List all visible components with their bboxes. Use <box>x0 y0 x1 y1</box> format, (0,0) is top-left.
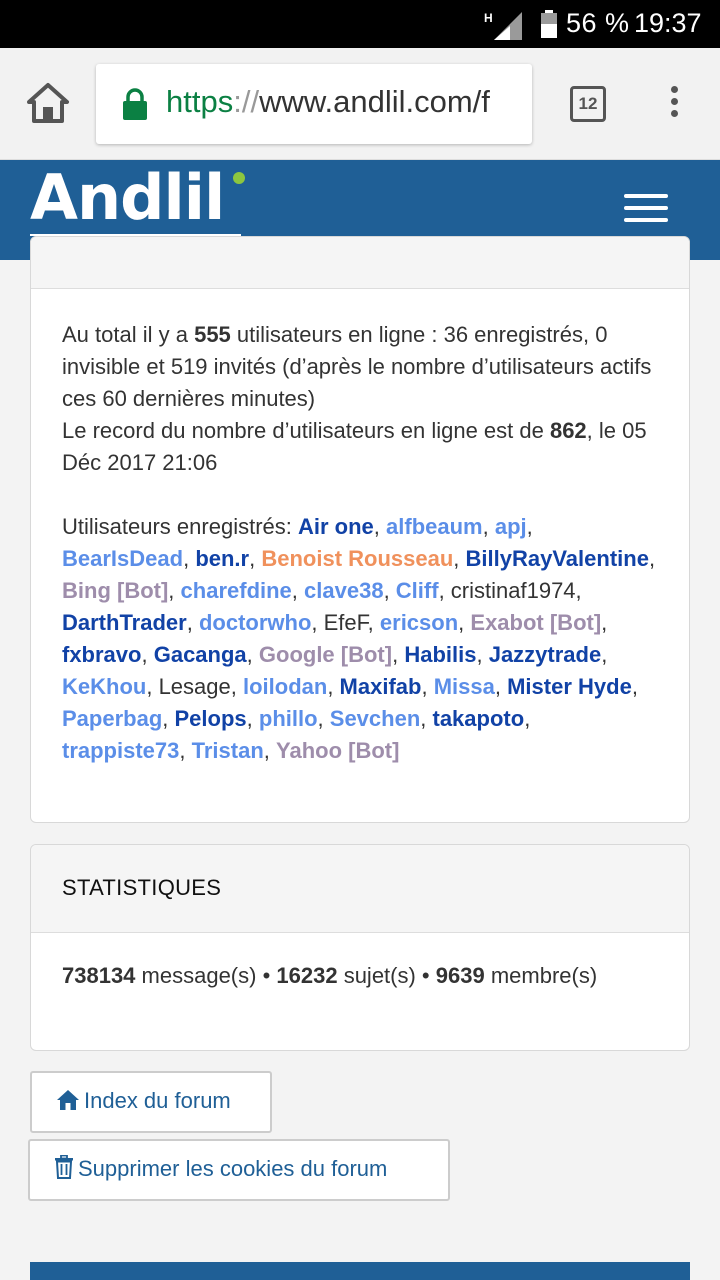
battery-icon <box>540 10 558 38</box>
panel-header <box>31 237 689 289</box>
home-icon[interactable] <box>26 82 70 124</box>
record-pre: Le record du nombre d’utilisateurs en ligne est de <box>62 418 550 443</box>
user-link: Bing [Bot] <box>62 578 169 603</box>
forum-index-label: Index du forum <box>84 1088 231 1113</box>
record-post: , le 05 Déc 2017 21:06 <box>62 418 647 475</box>
user-link[interactable]: KeKhou <box>62 674 147 699</box>
user-link[interactable]: loilodan <box>242 674 328 699</box>
user-link[interactable]: alfbeaum <box>386 514 483 539</box>
clock: 19:37 <box>634 8 702 38</box>
user-link[interactable]: Air one <box>297 514 374 539</box>
user-link[interactable]: Missa <box>433 674 495 699</box>
url-text <box>166 84 490 120</box>
online-total: 555 <box>194 322 231 347</box>
members-count: 9639 <box>435 963 485 988</box>
delete-cookies-button[interactable] <box>28 1139 450 1201</box>
user-link[interactable]: ben.r <box>195 546 250 571</box>
summary-post: utilisateurs en ligne : 36 enregistrés, 0 invisible et 519 invités (d’après le nombre d’utilisateurs actifs ces 60 dernières minutes) <box>62 322 652 411</box>
user-link[interactable]: BearIsDead <box>62 546 184 571</box>
user-link: Google [Bot] <box>258 642 393 667</box>
user-link[interactable]: phillo <box>258 706 318 731</box>
messages-count: 738134 <box>62 963 136 988</box>
user-link: EfeF <box>323 610 368 635</box>
user-link[interactable]: Sevchen <box>329 706 421 731</box>
user-link[interactable]: Mister Hyde <box>507 674 632 699</box>
lock-icon <box>122 88 148 120</box>
cell-signal-icon <box>484 10 524 40</box>
online-summary <box>62 319 658 479</box>
statistics-title: STATISTIQUES <box>31 845 689 933</box>
online-users-panel <box>30 236 690 823</box>
user-link[interactable]: DarthTrader <box>62 610 187 635</box>
user-link[interactable]: Pelops <box>174 706 247 731</box>
user-link: cristinaf1974 <box>450 578 576 603</box>
user-link[interactable]: clave38 <box>304 578 384 603</box>
topics-count: 16232 <box>276 963 338 988</box>
user-link[interactable]: Benoist Rousseau <box>261 546 454 571</box>
members-label: membre(s) <box>484 963 598 988</box>
statistics-panel <box>30 844 690 1051</box>
user-link[interactable]: Tristan <box>191 738 264 763</box>
user-link[interactable]: doctorwho <box>198 610 312 635</box>
tab-switcher-button[interactable]: 12 <box>570 86 606 122</box>
network-type: H <box>484 11 493 25</box>
registered-users-list: Utilisateurs enregistrés: Air one, alfbeaum, apj, BearIsDead, ben.r, Benoist Rousseau, BillyRayValentine, Bing [Bot], charefdine, clave38, Cliff, cristinaf1974, DarthTrader, doctorwho, EfeF, ericson, Exabot [Bot], fxbravo, Gacanga, Google [Bot], Habilis, Jazzytrade, KeKhou, Lesage, loilodan, Maxifab, Missa, Mister Hyde, Paperbag, Pelops, phillo, Sevchen, takapoto, trappiste73, Tristan, Yahoo [Bot] <box>62 514 656 763</box>
user-link[interactable]: fxbravo <box>62 642 142 667</box>
online-record: 862 <box>549 418 587 443</box>
user-link: Yahoo [Bot] <box>276 738 400 763</box>
logo-dot <box>233 172 245 184</box>
user-link[interactable]: Maxifab <box>339 674 422 699</box>
hamburger-menu-icon[interactable] <box>624 194 668 226</box>
user-link[interactable]: BillyRayValentine <box>465 546 649 571</box>
footer-bar <box>30 1262 690 1280</box>
delete-cookies-label: Supprimer les cookies du forum <box>78 1156 388 1181</box>
registered-users-label: Utilisateurs enregistrés: <box>62 514 298 539</box>
summary-pre: Au total il y a <box>62 322 195 347</box>
trash-icon <box>54 1155 74 1179</box>
browser-toolbar <box>0 48 720 160</box>
user-link: Lesage <box>158 674 231 699</box>
user-link[interactable]: Jazzytrade <box>488 642 602 667</box>
home-icon <box>56 1089 80 1111</box>
user-link[interactable]: Paperbag <box>62 706 163 731</box>
user-link: Exabot [Bot] <box>470 610 602 635</box>
user-link[interactable]: Habilis <box>404 642 477 667</box>
battery-percent: 56 % <box>566 8 630 38</box>
user-link[interactable]: charefdine <box>180 578 292 603</box>
user-link[interactable]: Gacanga <box>153 642 247 667</box>
url-host: www.andlil.com/f <box>259 84 490 119</box>
user-link[interactable]: Cliff <box>395 578 439 603</box>
forum-index-button[interactable] <box>30 1071 272 1133</box>
overflow-menu-icon[interactable] <box>666 86 682 122</box>
messages-label: message(s) • <box>135 963 277 988</box>
url-separator: :// <box>233 84 260 119</box>
user-link[interactable]: takapoto <box>432 706 525 731</box>
online-users-body <box>31 289 689 797</box>
status-bar <box>0 0 720 48</box>
user-link[interactable]: trappiste73 <box>62 738 180 763</box>
statistics-body <box>31 933 689 1019</box>
url-scheme: https <box>166 84 234 119</box>
user-link[interactable]: apj <box>494 514 527 539</box>
user-link[interactable]: ericson <box>379 610 459 635</box>
topics-label: sujet(s) • <box>337 963 436 988</box>
logo-name: Andlil <box>30 161 225 234</box>
address-bar[interactable] <box>96 64 532 144</box>
